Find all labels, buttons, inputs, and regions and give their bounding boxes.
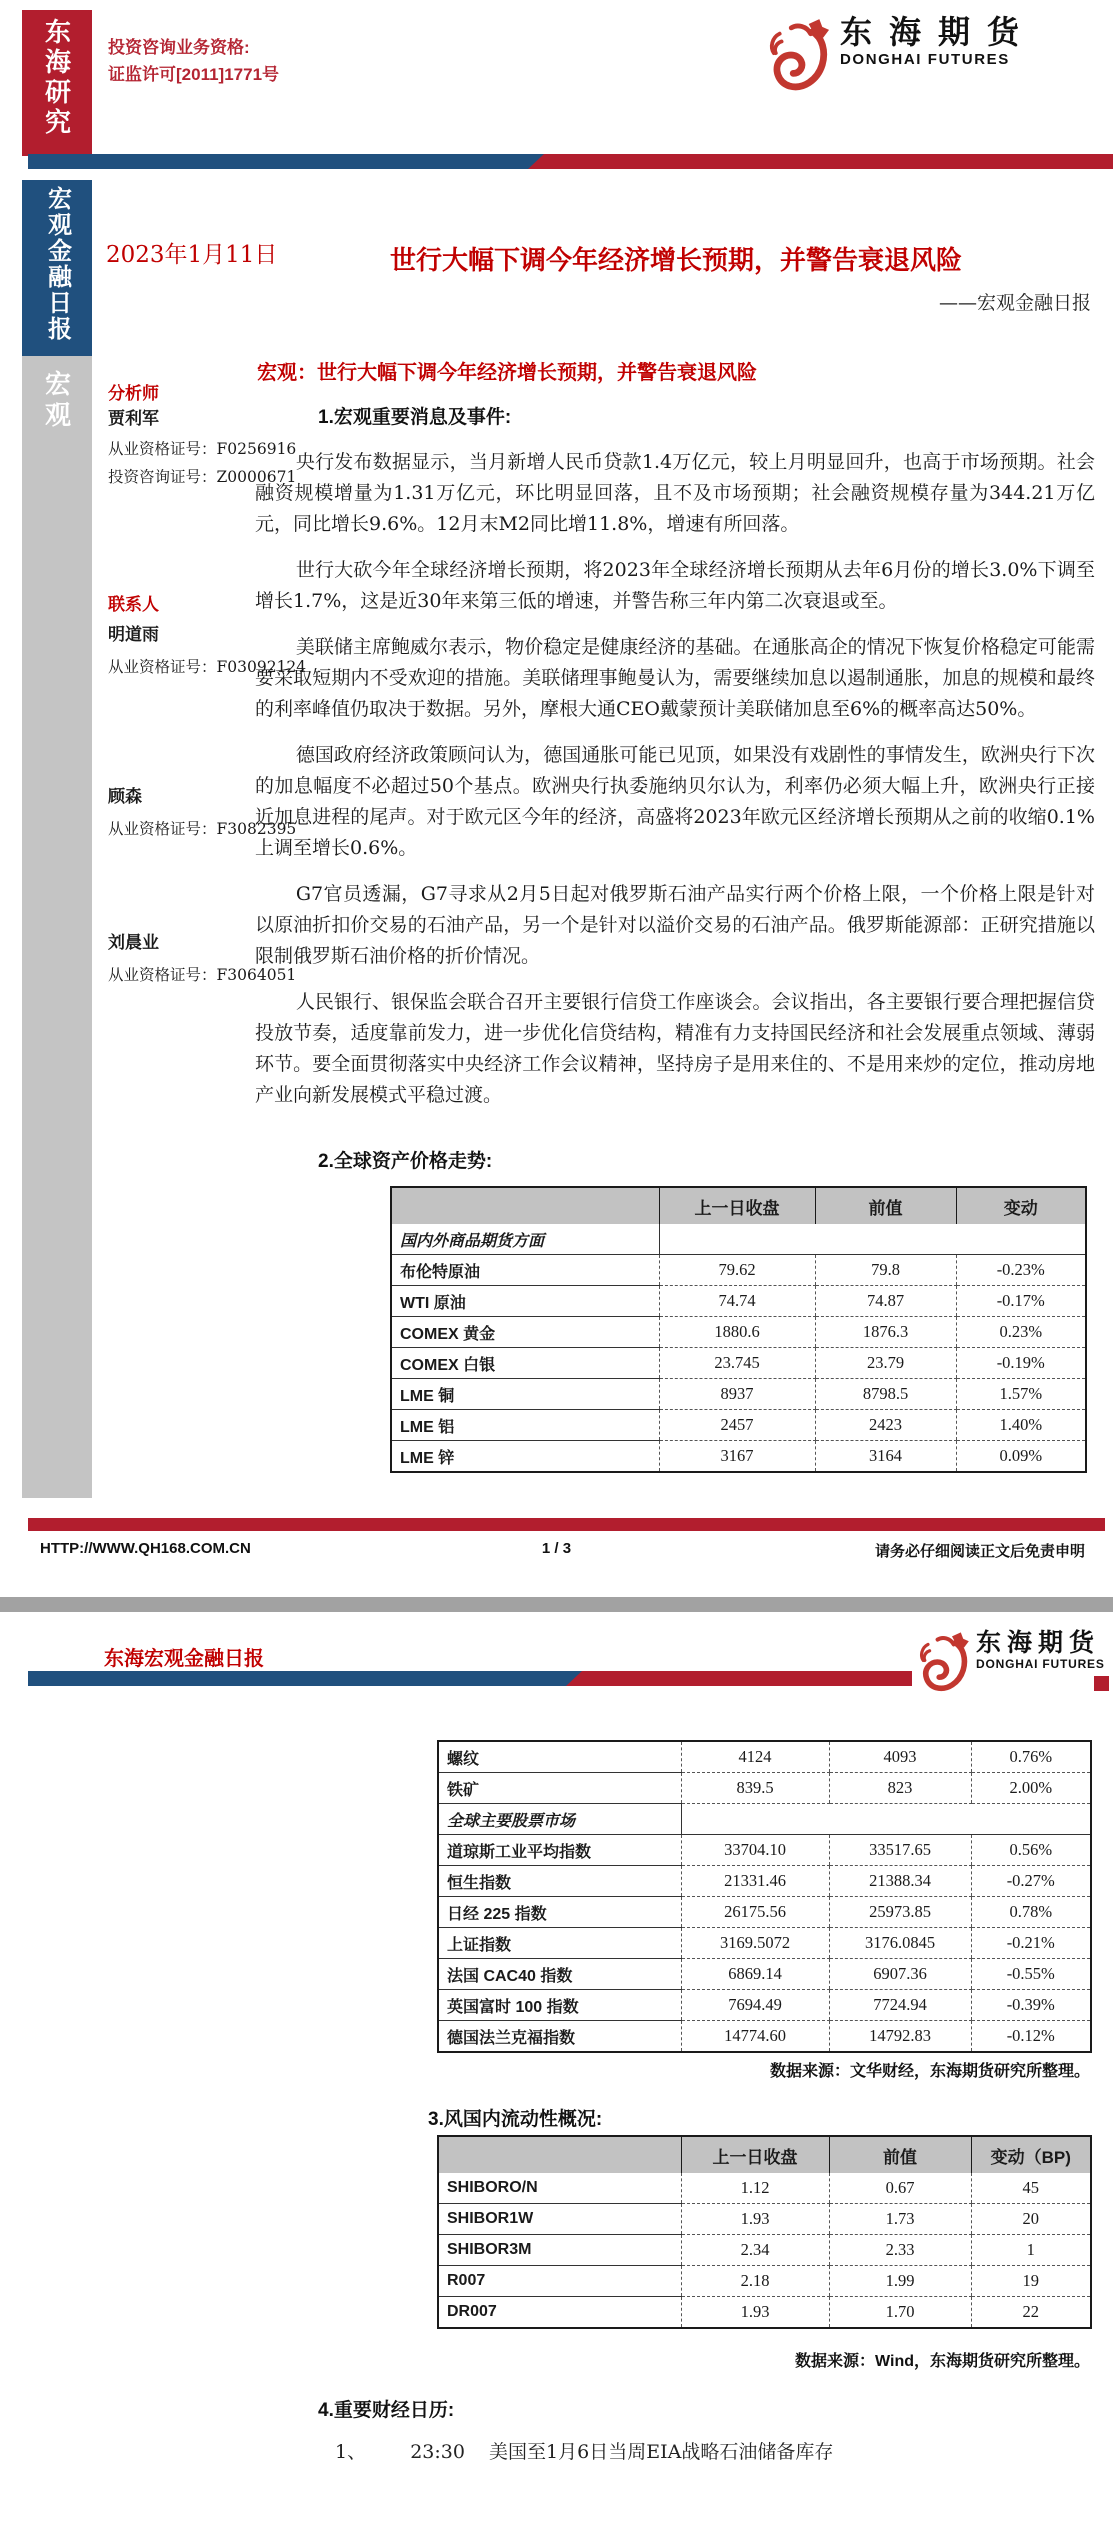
table-cell: 23.745 — [659, 1348, 815, 1379]
table-row — [391, 1410, 1086, 1441]
table-cell: 22 — [971, 2297, 1091, 2329]
table-cell: 3164 — [815, 1441, 956, 1473]
page-separator — [0, 1597, 1113, 1612]
research-brand-box — [22, 10, 92, 156]
table-row — [438, 1741, 1091, 1773]
table-cell: 1.93 — [681, 2297, 829, 2329]
table-cell: 33517.65 — [829, 1835, 971, 1866]
table-cell: 74.87 — [815, 1286, 956, 1317]
table-header-row — [438, 2136, 1091, 2173]
table-cell: 21388.34 — [829, 1866, 971, 1897]
contact-name: 刘晨业 — [108, 933, 159, 953]
calendar-item-time: 23:30 — [410, 2441, 465, 2463]
research-brand-label: 东海研究 — [41, 18, 72, 138]
table-cell: 1.73 — [829, 2204, 971, 2235]
table-row-label: 上证指数 — [438, 1928, 681, 1959]
body-paragraph: 美联储主席鲍威尔表示，物价稳定是健康经济的基础。在通胀高企的情况下恢复价格稳定可能需要采取短期内不受欢迎的措施。美联储理事鲍曼认为，需要继续加息以遏制通胀，加息的规模和最终的利率峰值仍取决于数据。另外，摩根大通CEO戴蒙预计美联储加息至6%的概率高达50%。 — [255, 636, 1095, 720]
table-row — [391, 1348, 1086, 1379]
report-title: 世行大幅下调今年经济增长预期，并警告衰退风险 — [389, 246, 962, 276]
table-row-label: COMEX 白银 — [391, 1348, 659, 1379]
report-type-box — [22, 180, 92, 358]
table-section-label: 全球主要股票市场 — [438, 1804, 681, 1835]
table-header-cell: 上一日收盘 — [659, 1187, 815, 1224]
table-cell: 6869.14 — [681, 1959, 829, 1990]
table-row — [438, 2235, 1091, 2266]
table-cell: -0.21% — [971, 1928, 1091, 1959]
report-subtitle: ——宏观金融日报 — [938, 292, 1091, 314]
table-cell: 3169.5072 — [681, 1928, 829, 1959]
table-cell: 1.70 — [829, 2297, 971, 2329]
table-header-cell: 前值 — [829, 2136, 971, 2173]
page-number: 1 / 3 — [541, 1540, 572, 1557]
table-cell: 839.5 — [681, 1773, 829, 1804]
table-cell: 6907.36 — [829, 1959, 971, 1990]
table-row-label: 螺纹 — [438, 1741, 681, 1773]
category-label: 宏观 — [41, 370, 72, 432]
report-body — [255, 402, 1095, 1126]
company-logo-cn: 东海期货 — [976, 1628, 1101, 1657]
table-cell: 3167 — [659, 1441, 815, 1473]
page2-header-title: 东海宏观金融日报 — [104, 1646, 264, 1670]
page-2 — [0, 1612, 1113, 2522]
table-cell: 0.76% — [971, 1741, 1091, 1773]
table-cell: 1880.6 — [659, 1317, 815, 1348]
qualification-line2: 证监许可[2011]1771号 — [108, 65, 280, 84]
table-cell: 21331.46 — [681, 1866, 829, 1897]
table-row-label: 恒生指数 — [438, 1866, 681, 1897]
liquidity-table — [437, 2135, 1092, 2329]
table-header-cell: 前值 — [815, 1187, 956, 1224]
calendar-item — [335, 2437, 833, 2464]
footer-bar — [28, 1518, 1105, 1531]
table-row-label: LME 铝 — [391, 1410, 659, 1441]
body-paragraph: G7官员透漏，G7寻求从2月5日起对俄罗斯石油产品实行两个价格上限，一个价格上限是针对以原油折扣价交易的石油产品，另一个是针对以溢价交易的石油产品。俄罗斯能源部：正研究措施以限制俄罗斯石油价格的折价情况。 — [255, 883, 1095, 967]
table-row-label: 道琼斯工业平均指数 — [438, 1835, 681, 1866]
table-cell: 25973.85 — [829, 1897, 971, 1928]
body-paragraph: 央行发布数据显示，当月新增人民币贷款1.4万亿元，较上月明显回升，也高于市场预期。社会融资规模增量为1.31万亿元，环比明显回落，且不及市场预期；社会融资规模存量为344.21万亿元，同比增长9.6%。12月末M2同比增11.8%，增速有所回落。 — [255, 451, 1095, 535]
company-logo-en: DONGHAI FUTURES — [840, 50, 1010, 68]
data-source-note: 数据来源：文华财经，东海期货研究所整理。 — [769, 2063, 1090, 2080]
table-cell: 0.67 — [829, 2173, 971, 2204]
analyst-name: 贾利军 — [108, 409, 159, 429]
table-cell: 0.23% — [956, 1317, 1086, 1348]
table-cell: 4093 — [829, 1741, 971, 1773]
table-row-label: 法国 CAC40 指数 — [438, 1959, 681, 1990]
logo-accent-square — [1094, 1676, 1109, 1691]
table-cell: 79.62 — [659, 1255, 815, 1286]
table-cell: 79.8 — [815, 1255, 956, 1286]
qualification-line1: 投资咨询业务资格: — [108, 38, 250, 57]
contact-cert-number: 从业资格证号：F3064051 — [108, 966, 297, 984]
calendar-item-event: 美国至1月6日当周EIA战略石油储备库存 — [489, 2441, 834, 2463]
table-cell: 3176.0845 — [829, 1928, 971, 1959]
table-cell: 0.09% — [956, 1441, 1086, 1473]
table-cell: 45 — [971, 2173, 1091, 2204]
category-strip — [22, 356, 92, 1498]
table-cell: 0.56% — [971, 1835, 1091, 1866]
table-cell: -0.39% — [971, 1990, 1091, 2021]
table-cell: 7694.49 — [681, 1990, 829, 2021]
table-cell: 20 — [971, 2204, 1091, 2235]
table-cell: 2.34 — [681, 2235, 829, 2266]
table-cell: 14774.60 — [681, 2021, 829, 2053]
table-row — [391, 1317, 1086, 1348]
table-row — [391, 1379, 1086, 1410]
table-row — [438, 2266, 1091, 2297]
table-cell: 26175.56 — [681, 1897, 829, 1928]
dragon-logo-icon — [768, 16, 830, 98]
table-row — [438, 2173, 1091, 2204]
table-row-label: R007 — [438, 2266, 681, 2297]
liquidity-section-heading: 3.风国内流动性概况: — [428, 2109, 603, 2130]
footer-disclaimer: 请务必仔细阅读正文后免责申明 — [874, 1543, 1085, 1560]
table-cell-empty — [659, 1224, 1086, 1255]
table-cell: 14792.83 — [829, 2021, 971, 2053]
body-paragraph: 人民银行、银保监会联合召开主要银行信贷工作座谈会。会议指出，各主要银行要合理把握信贷投放节奏，适度靠前发力，进一步优化信贷结构，精准有力支持国民经济和社会发展重点领域、薄弱环节。要全面贯彻落实中央经济工作会议精神，坚持房子是用来住的、不是用来炒的定位，推动房地产业向新发展模式平稳过渡。 — [255, 991, 1095, 1106]
news-section-heading: 1.宏观重要消息及事件: — [318, 407, 512, 428]
table-header-cell: 上一日收盘 — [681, 2136, 829, 2173]
header-divider-bar — [28, 1671, 912, 1686]
table-row-label: SHIBOR3M — [438, 2235, 681, 2266]
table-row — [391, 1286, 1086, 1317]
table-row-label: 德国法兰克福指数 — [447, 2029, 576, 2047]
contact-cert-number: 从业资格证号：F03092124 — [108, 658, 307, 676]
calendar-item-index: 1、 — [335, 2441, 367, 2463]
table-header-cell: 变动（BP) — [971, 2136, 1091, 2173]
table-cell-empty — [681, 1804, 1091, 1835]
assets-section-heading: 2.全球资产价格走势: — [318, 1151, 493, 1172]
table-row — [438, 1928, 1091, 1959]
table-row-label: 英国富时 100 指数 — [438, 1990, 681, 2021]
table-cell: 2457 — [659, 1410, 815, 1441]
table-row-label: DR007 — [447, 2303, 497, 2320]
table-row — [438, 1959, 1091, 1990]
body-paragraph: 德国政府经济政策顾问认为，德国通胀可能已见顶，如果没有戏剧性的事情发生，欧洲央行下次的加息幅度不必超过50个基点。欧洲央行执委施纳贝尔认为，利率仍必须大幅上升，欧洲央行正接近加息进程的尾声。对于欧元区今年的经济，高盛将2023年欧元区经济增长预期从之前的收缩0.1%上调至增长0.6%。 — [255, 744, 1095, 859]
table-cell: 8937 — [659, 1379, 815, 1410]
company-logo — [768, 13, 1037, 98]
table-cell: 1 — [971, 2235, 1091, 2266]
table-cell: 2.00% — [971, 1773, 1091, 1804]
table-row-label: LME 铜 — [391, 1379, 659, 1410]
table-cell: -0.19% — [956, 1348, 1086, 1379]
table-cell: 19 — [971, 2266, 1091, 2297]
data-source-note: 数据来源：Wind，东海期货研究所整理。 — [795, 2353, 1090, 2370]
table-section-row — [391, 1224, 1086, 1255]
header-divider-bar-red — [566, 1671, 912, 1686]
table-row-label: 布伦特原油 — [391, 1255, 659, 1286]
report-type-label: 宏观金融日报 — [43, 186, 71, 342]
table-section-label: 国内外商品期货方面 — [391, 1224, 659, 1255]
table-header-row — [391, 1187, 1086, 1224]
table-cell: -0.23% — [956, 1255, 1086, 1286]
table-cell: 1876.3 — [815, 1317, 956, 1348]
table-row-label: 日经 225 指数 — [438, 1897, 681, 1928]
table-row — [438, 1897, 1091, 1928]
company-logo-cn: 东海期货 — [840, 13, 1037, 51]
company-logo-en: DONGHAI FUTURES — [976, 1657, 1105, 1672]
table-row — [438, 2204, 1091, 2235]
table-cell: 1.99 — [829, 2266, 971, 2297]
table-cell: 1.57% — [956, 1379, 1086, 1410]
table-cell: -0.12% — [971, 2021, 1091, 2053]
assets-price-table-continued — [437, 1740, 1092, 2053]
table-cell: 23.79 — [815, 1348, 956, 1379]
contact-cert-number: 从业资格证号：F3082395 — [108, 820, 297, 838]
report-date: 2023年1月11日 — [106, 242, 278, 268]
body-paragraph: 世行大砍今年全球经济增长预期，将2023年全球经济增长预期从去年6月份的增长3.0%下调至增长1.7%，这是近30年来第三低的增速，并警告称三年内第二次衰退或至。 — [255, 559, 1095, 612]
table-cell: 7724.94 — [829, 1990, 971, 2021]
calendar-section-heading: 4.重要财经日历: — [318, 2400, 455, 2421]
qualification-note — [108, 34, 279, 88]
analyst-advisory-number: 投资咨询证号：Z0000671 — [108, 468, 297, 486]
table-cell: 8798.5 — [815, 1379, 956, 1410]
table-cell: 1.12 — [681, 2173, 829, 2204]
header-divider-bar-red — [528, 154, 1113, 169]
table-row-label: 铁矿 — [438, 1773, 681, 1804]
table-header-cell: 变动 — [956, 1187, 1086, 1224]
table-row-label: LME 锌 — [400, 1449, 455, 1467]
table-cell: 0.78% — [971, 1897, 1091, 1928]
table-cell: 2423 — [815, 1410, 956, 1441]
footer-url[interactable]: HTTP://WWW.QH168.COM.CN — [40, 1540, 251, 1557]
table-cell: 1.40% — [956, 1410, 1086, 1441]
table-row — [438, 1835, 1091, 1866]
dragon-logo-icon — [918, 1630, 970, 1698]
table-row — [438, 1866, 1091, 1897]
header-divider-bar — [28, 154, 1113, 169]
table-cell: -0.17% — [956, 1286, 1086, 1317]
analyst-cert-number: 从业资格证号：F0256916 — [108, 440, 297, 458]
table-cell: 4124 — [681, 1741, 829, 1773]
table-row — [391, 1255, 1086, 1286]
table-cell: 74.74 — [659, 1286, 815, 1317]
table-row — [438, 1773, 1091, 1804]
table-section-row — [438, 1804, 1091, 1835]
table-cell: -0.55% — [971, 1959, 1091, 1990]
table-row-label: SHIBOR1W — [438, 2204, 681, 2235]
table-row — [438, 2021, 1091, 2053]
table-cell: 2.18 — [681, 2266, 829, 2297]
table-row-label: SHIBORO/N — [438, 2173, 681, 2204]
assets-price-table — [390, 1186, 1087, 1473]
macro-section-heading: 宏观：世行大幅下调今年经济增长预期，并警告衰退风险 — [257, 362, 757, 384]
contact-label: 联系人 — [108, 595, 159, 614]
table-cell: 2.33 — [829, 2235, 971, 2266]
table-cell: 823 — [829, 1773, 971, 1804]
contact-name: 顾森 — [108, 787, 142, 807]
table-header-cell — [391, 1187, 659, 1224]
contact-name: 明道雨 — [108, 625, 159, 645]
table-row — [438, 2297, 1091, 2329]
table-row-label: WTI 原油 — [391, 1286, 659, 1317]
analyst-label: 分析师 — [108, 384, 159, 403]
table-row — [438, 1990, 1091, 2021]
table-cell: 1.93 — [681, 2204, 829, 2235]
table-cell: -0.27% — [971, 1866, 1091, 1897]
table-row-label: COMEX 黄金 — [391, 1317, 659, 1348]
table-row — [391, 1441, 1086, 1473]
table-cell: 33704.10 — [681, 1835, 829, 1866]
company-logo — [918, 1630, 1105, 1698]
table-header-cell — [438, 2136, 681, 2173]
